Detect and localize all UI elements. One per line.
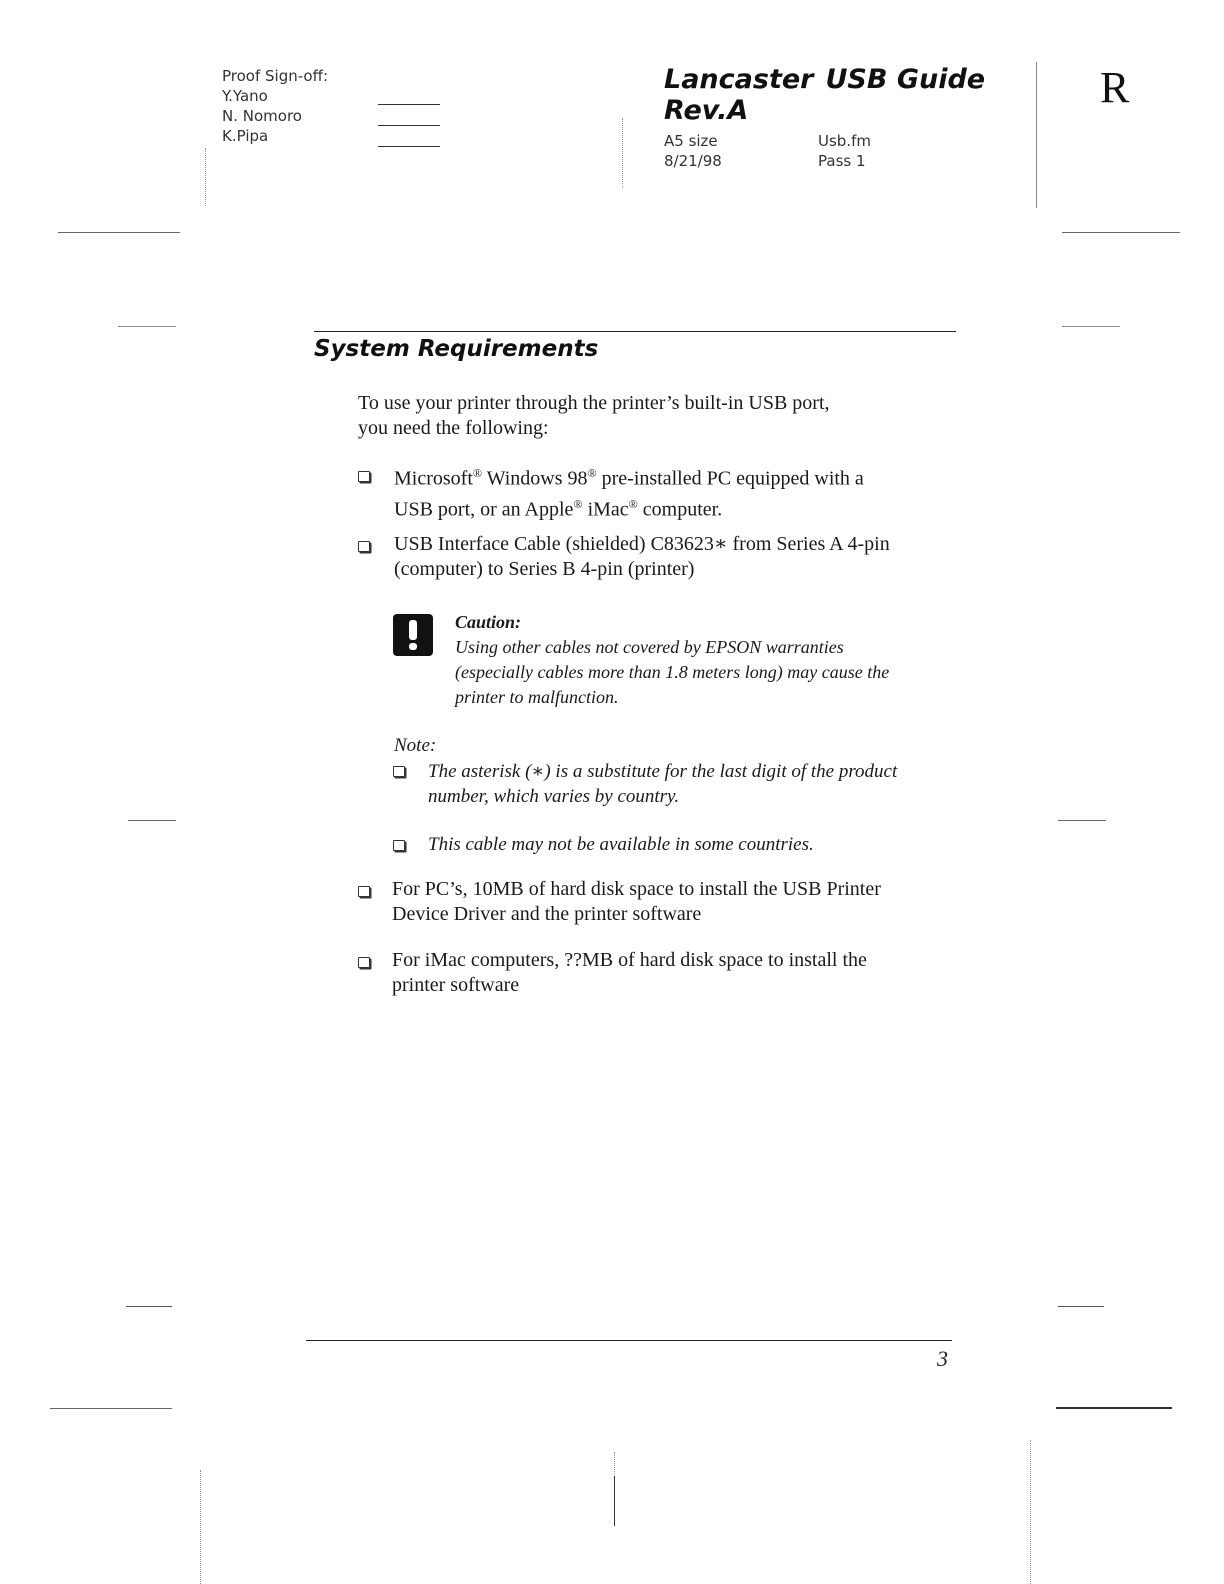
crop-mark — [614, 1452, 615, 1474]
crop-mark — [1058, 1306, 1104, 1307]
meta-date: 8/21/98 — [664, 152, 722, 170]
crop-mark — [1036, 62, 1037, 208]
crop-mark — [50, 1408, 172, 1409]
title-revision: Rev.A — [664, 95, 749, 126]
signature-line — [378, 146, 440, 147]
meta-file: Usb.fm — [818, 132, 871, 150]
signer-name: K.Pipa — [222, 127, 269, 145]
title-guide: USB Guide — [825, 64, 986, 95]
checkbox-bullet-icon — [393, 840, 405, 851]
crop-mark — [126, 1306, 172, 1307]
title-product: Lancaster — [664, 64, 814, 95]
crop-mark — [128, 820, 176, 821]
checkbox-bullet-icon — [358, 957, 370, 968]
checkbox-bullet-icon — [358, 471, 370, 482]
caution-icon — [393, 614, 433, 656]
checkbox-bullet-icon — [393, 766, 405, 777]
crop-mark — [1030, 1440, 1031, 1584]
crop-mark — [1062, 232, 1180, 233]
intro-line: you need the following: — [358, 417, 549, 439]
note-item: The asterisk (∗) is a substitute for the last digit of the product number, which varies by country. — [428, 761, 898, 807]
requirement-item: For PC’s, 10MB of hard disk space to install the USB Printer Device Driver and the printer software — [392, 878, 881, 925]
crop-mark — [1058, 820, 1106, 821]
proof-signoff — [222, 66, 328, 146]
crop-mark — [614, 1476, 615, 1526]
signer-name: N. Nomoro — [222, 107, 302, 125]
crop-mark — [200, 1470, 201, 1584]
crop-mark — [205, 148, 206, 206]
intro-line: To use your printer through the printer’s built-in USB port, — [358, 392, 830, 414]
note-label: Note: — [394, 735, 437, 756]
crop-mark — [622, 118, 623, 188]
signer-name: Y.Yano — [222, 87, 268, 105]
registered-mark: ® — [587, 466, 597, 480]
section-title: System Requirements — [314, 336, 599, 362]
intro-paragraph — [358, 391, 830, 441]
note-item: This cable may not be available in some countries. — [428, 834, 814, 855]
meta-pass: Pass 1 — [818, 152, 866, 170]
corner-letter: R — [1100, 63, 1130, 112]
registered-mark: ® — [628, 496, 638, 511]
section-rule — [314, 331, 956, 332]
page-number: 3 — [937, 1346, 948, 1371]
crop-mark — [118, 326, 176, 327]
crop-mark — [58, 232, 180, 233]
meta-size: A5 size — [664, 132, 718, 150]
signoff-label: Proof Sign-off: — [222, 67, 328, 85]
registered-mark: ® — [573, 496, 583, 511]
requirement-item: USB Interface Cable (shielded) C83623∗ from Series A 4-pin (computer) to Series B 4-pin (printer) — [394, 533, 890, 580]
requirement-item: For iMac computers, ??MB of hard disk space to install the printer software — [392, 949, 867, 996]
checkbox-bullet-icon — [358, 541, 370, 552]
registered-mark: ® — [472, 466, 483, 480]
signature-line — [378, 104, 440, 105]
crop-mark — [1056, 1407, 1172, 1409]
caution-label: Caution: — [455, 612, 522, 632]
caution-block: Caution: Using other cables not covered by EPSON warranties (especially cables more than 1.8 meters long) may cause the printer to malfunction. — [455, 612, 890, 707]
crop-mark — [1062, 326, 1120, 327]
footer-rule — [306, 1340, 952, 1341]
document-title — [664, 64, 985, 126]
signature-line — [378, 125, 440, 126]
checkbox-bullet-icon — [358, 886, 370, 897]
requirement-item: Microsoft® Windows 98® pre-installed PC equipped with a USB port, or an Apple® iMac® computer. — [394, 466, 864, 521]
